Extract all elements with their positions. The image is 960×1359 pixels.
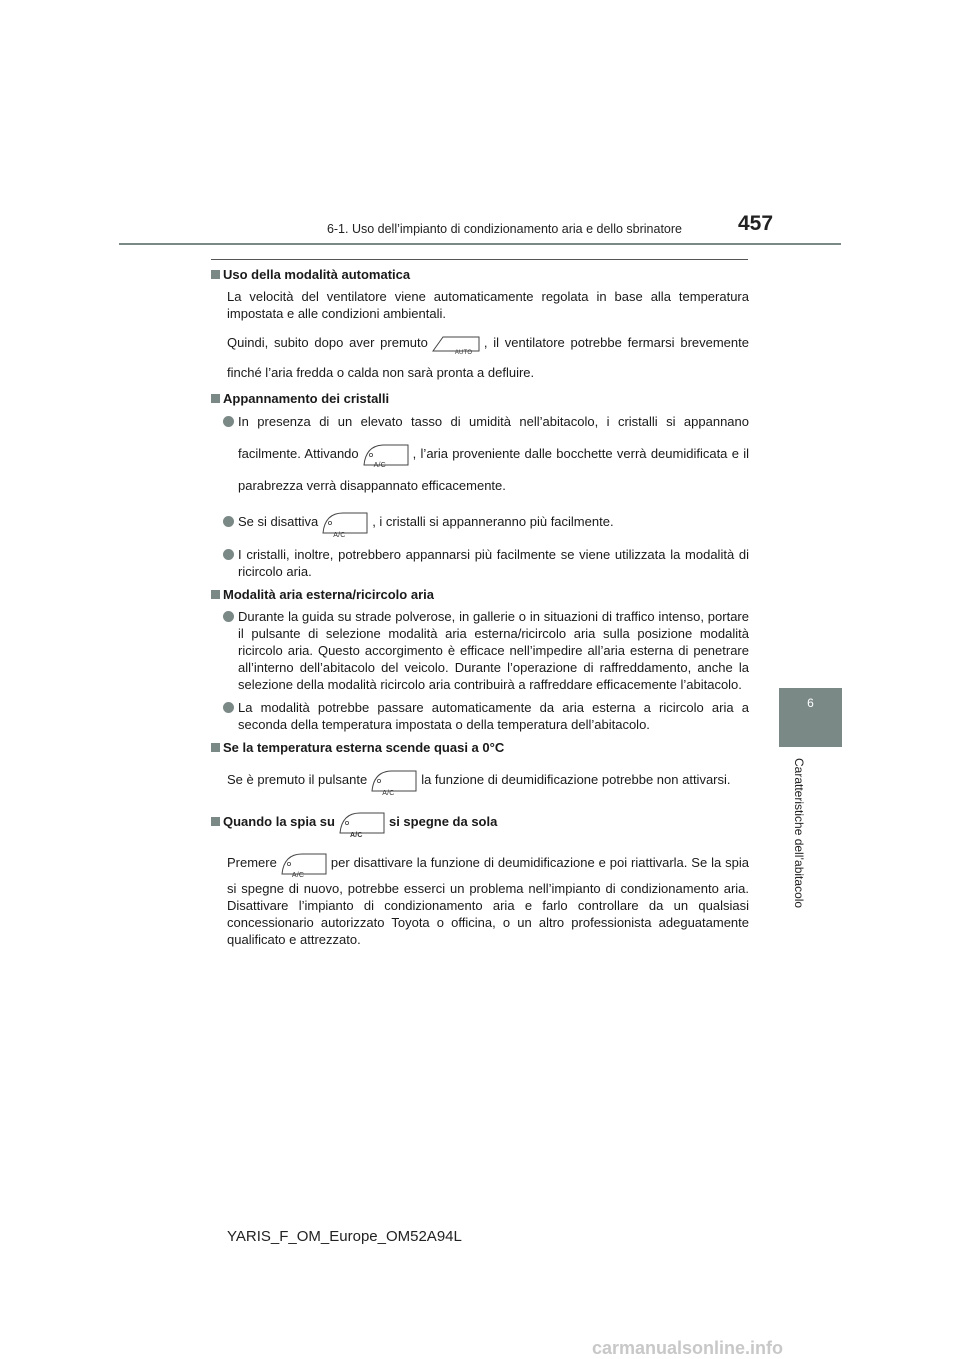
header-rule xyxy=(119,243,841,245)
ac-button-icon: A/C xyxy=(321,511,369,535)
paragraph: Se è premuto il pulsante A/C la funzione di deumidificazione potrebbe non attivarsi. xyxy=(227,762,749,798)
bullet-item: In presenza di un elevato tasso di umidità nell’abitacolo, i cristalli si appannano facilmente. Attivando A/C , l’aria proveniente dalle bocchette verrà deumidificata e il parabrezza verrà disappannato efficacemente. xyxy=(211,406,749,502)
round-bullet-icon xyxy=(223,416,234,427)
round-bullet-icon xyxy=(223,549,234,560)
bullet-item: Durante la guida su strade polverose, in gallerie o in situazioni di traffico intenso, portare il pulsante di selezione modalità aria esterna/ricircolo aria sulla posizione modalità ricircolo aria. Questo accorgimento è efficace nell’impedire all’aria esterna di penetrare all’interno dell’abitacolo del veicolo. Durante l’operazione di raffreddamento, anche la selezione della modalità ricircolo aria contribuirà a raffreddare efficacemente l’abitacolo. xyxy=(211,608,749,693)
header-section-title: 6-1. Uso dell’impianto di condizionamento aria e dello sbrinatore xyxy=(326,222,682,236)
bullet-item: Se si disattiva A/C , i cristalli si appanneranno più facilmente. xyxy=(211,504,749,540)
round-bullet-icon xyxy=(223,516,234,527)
section-heading-indicator: Quando la spia su A/C si spegne da sola xyxy=(211,804,749,840)
content-top-rule xyxy=(211,259,748,260)
bullet-item: I cristalli, inoltre, potrebbero appannarsi più facilmente se viene utilizzata la modalità di ricircolo aria. xyxy=(211,546,749,580)
section-heading-cold: Se la temperatura esterna scende quasi a 0°C xyxy=(211,739,749,756)
square-bullet-icon xyxy=(211,590,220,599)
ac-button-icon: A/C xyxy=(362,443,410,467)
ac-button-icon: A/C xyxy=(370,769,418,793)
round-bullet-icon xyxy=(223,611,234,622)
section-heading-fogging: Appannamento dei cristalli xyxy=(211,390,749,407)
watermark: carmanualsonline.info xyxy=(592,1338,784,1358)
paragraph: Quindi, subito dopo aver premuto AUTO , il ventilatore potrebbe fermarsi brevemente finché l’aria fredda o calda non sarà pronta a defluire. xyxy=(227,335,749,380)
bullet-item: La modalità potrebbe passare automaticamente da aria esterna a ricircolo aria a seconda della temperatura impostata o della temperatura dell’abitacolo. xyxy=(211,699,749,733)
square-bullet-icon xyxy=(211,394,220,403)
page-content xyxy=(211,266,749,954)
square-bullet-icon xyxy=(211,743,220,752)
square-bullet-icon xyxy=(211,817,220,826)
chapter-tab xyxy=(779,688,842,747)
chapter-tab-number: 6 xyxy=(807,696,814,710)
auto-button-icon: AUTO xyxy=(431,335,481,353)
chapter-label-wrap xyxy=(790,758,806,918)
page-number: 457 xyxy=(738,212,774,235)
ac-button-icon: A/C xyxy=(338,811,386,835)
paragraph: Premere A/C per disattivare la funzione di deumidificazione e poi riattivarla. Se la spia si spegne di nuovo, potrebbe esserci un problema nell’impianto di condizionamento aria. Disattivare l’impianto di condizionamento aria e farlo controllare da un qualsiasi concessionario autorizzato Toyota o officina, o un altro professionista adeguatamente qualificato e attrezzato. xyxy=(227,846,749,948)
square-bullet-icon xyxy=(211,270,220,279)
footer-doc-code: YARIS_F_OM_Europe_OM52A94L xyxy=(227,1228,462,1245)
ac-button-icon: A/C xyxy=(280,852,328,876)
section-heading-recirc: Modalità aria esterna/ricircolo aria xyxy=(211,586,749,603)
paragraph: La velocità del ventilatore viene automaticamente regolata in base alla temperatura impostata e alle condizioni ambientali. xyxy=(227,289,749,321)
round-bullet-icon xyxy=(223,702,234,713)
chapter-label: Caratteristiche dell’abitacolo xyxy=(792,758,806,909)
section-heading-auto: Uso della modalità automatica xyxy=(211,266,749,283)
